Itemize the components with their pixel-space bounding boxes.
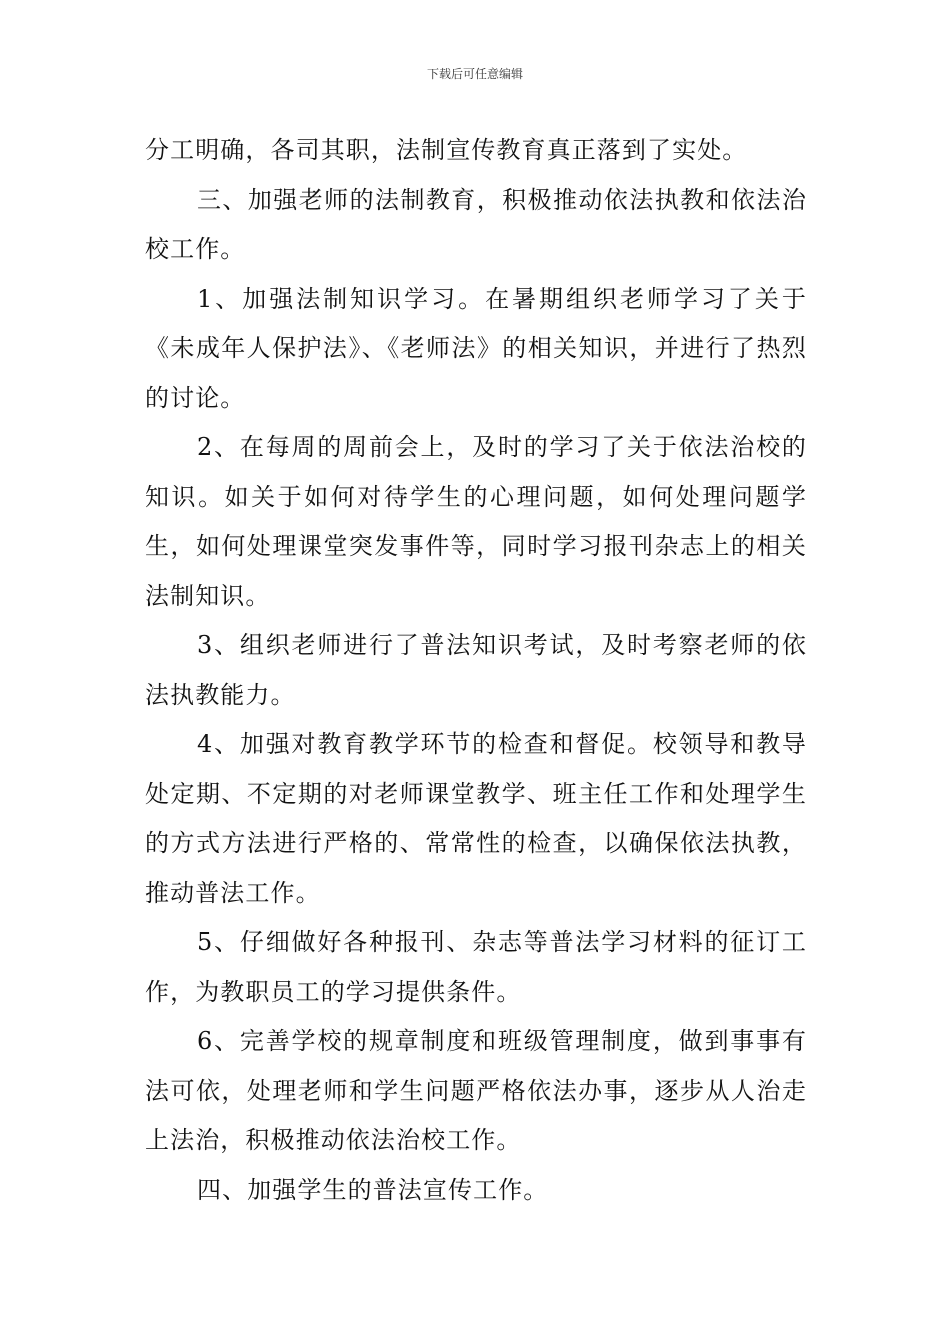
document-body (145, 126, 807, 1215)
paragraph-8: 6、完善学校的规章制度和班级管理制度，做到事事有法可依，处理老师和学生问题严格依法办事，逐步从人治走上法治，积极推动依法治校工作。 (145, 1027, 807, 1154)
page-header-note: 下载后可任意编辑 (426, 67, 523, 81)
paragraph-9: 四、加强学生的普法宣传工作。 (197, 1175, 549, 1204)
paragraph-7: 5、仔细做好各种报刊、杂志等普法学习材料的征订工作，为教职员工的学习提供条件。 (145, 928, 807, 1006)
paragraph-4: 2、在每周的周前会上，及时的学习了关于依法治校的知识。如关于如何对待学生的心理问题，如何处理问题学生，如何处理课堂突发事件等，同时学习报刊杂志上的相关法制知识。 (145, 433, 807, 610)
paragraph-2: 三、加强老师的法制教育，积极推动依法执教和依法治校工作。 (145, 185, 807, 263)
paragraph-5: 3、组织老师进行了普法知识考试，及时考察老师的依法执教能力。 (145, 631, 807, 709)
paragraph-3: 1、加强法制知识学习。在暑期组织老师学习了关于《未成年人保护法》、《老师法》的相关知识，并进行了热烈的讨论。 (145, 284, 807, 412)
paragraph-6: 4、加强对教育教学环节的检查和督促。校领导和教导处定期、不定期的对老师课堂教学、班主任工作和处理学生的方式方法进行严格的、常常性的检查，以确保依法执教，推动普法工作。 (145, 730, 807, 907)
paragraph-1: 分工明确，各司其职，法制宣传教育真正落到了实处。 (145, 136, 748, 164)
